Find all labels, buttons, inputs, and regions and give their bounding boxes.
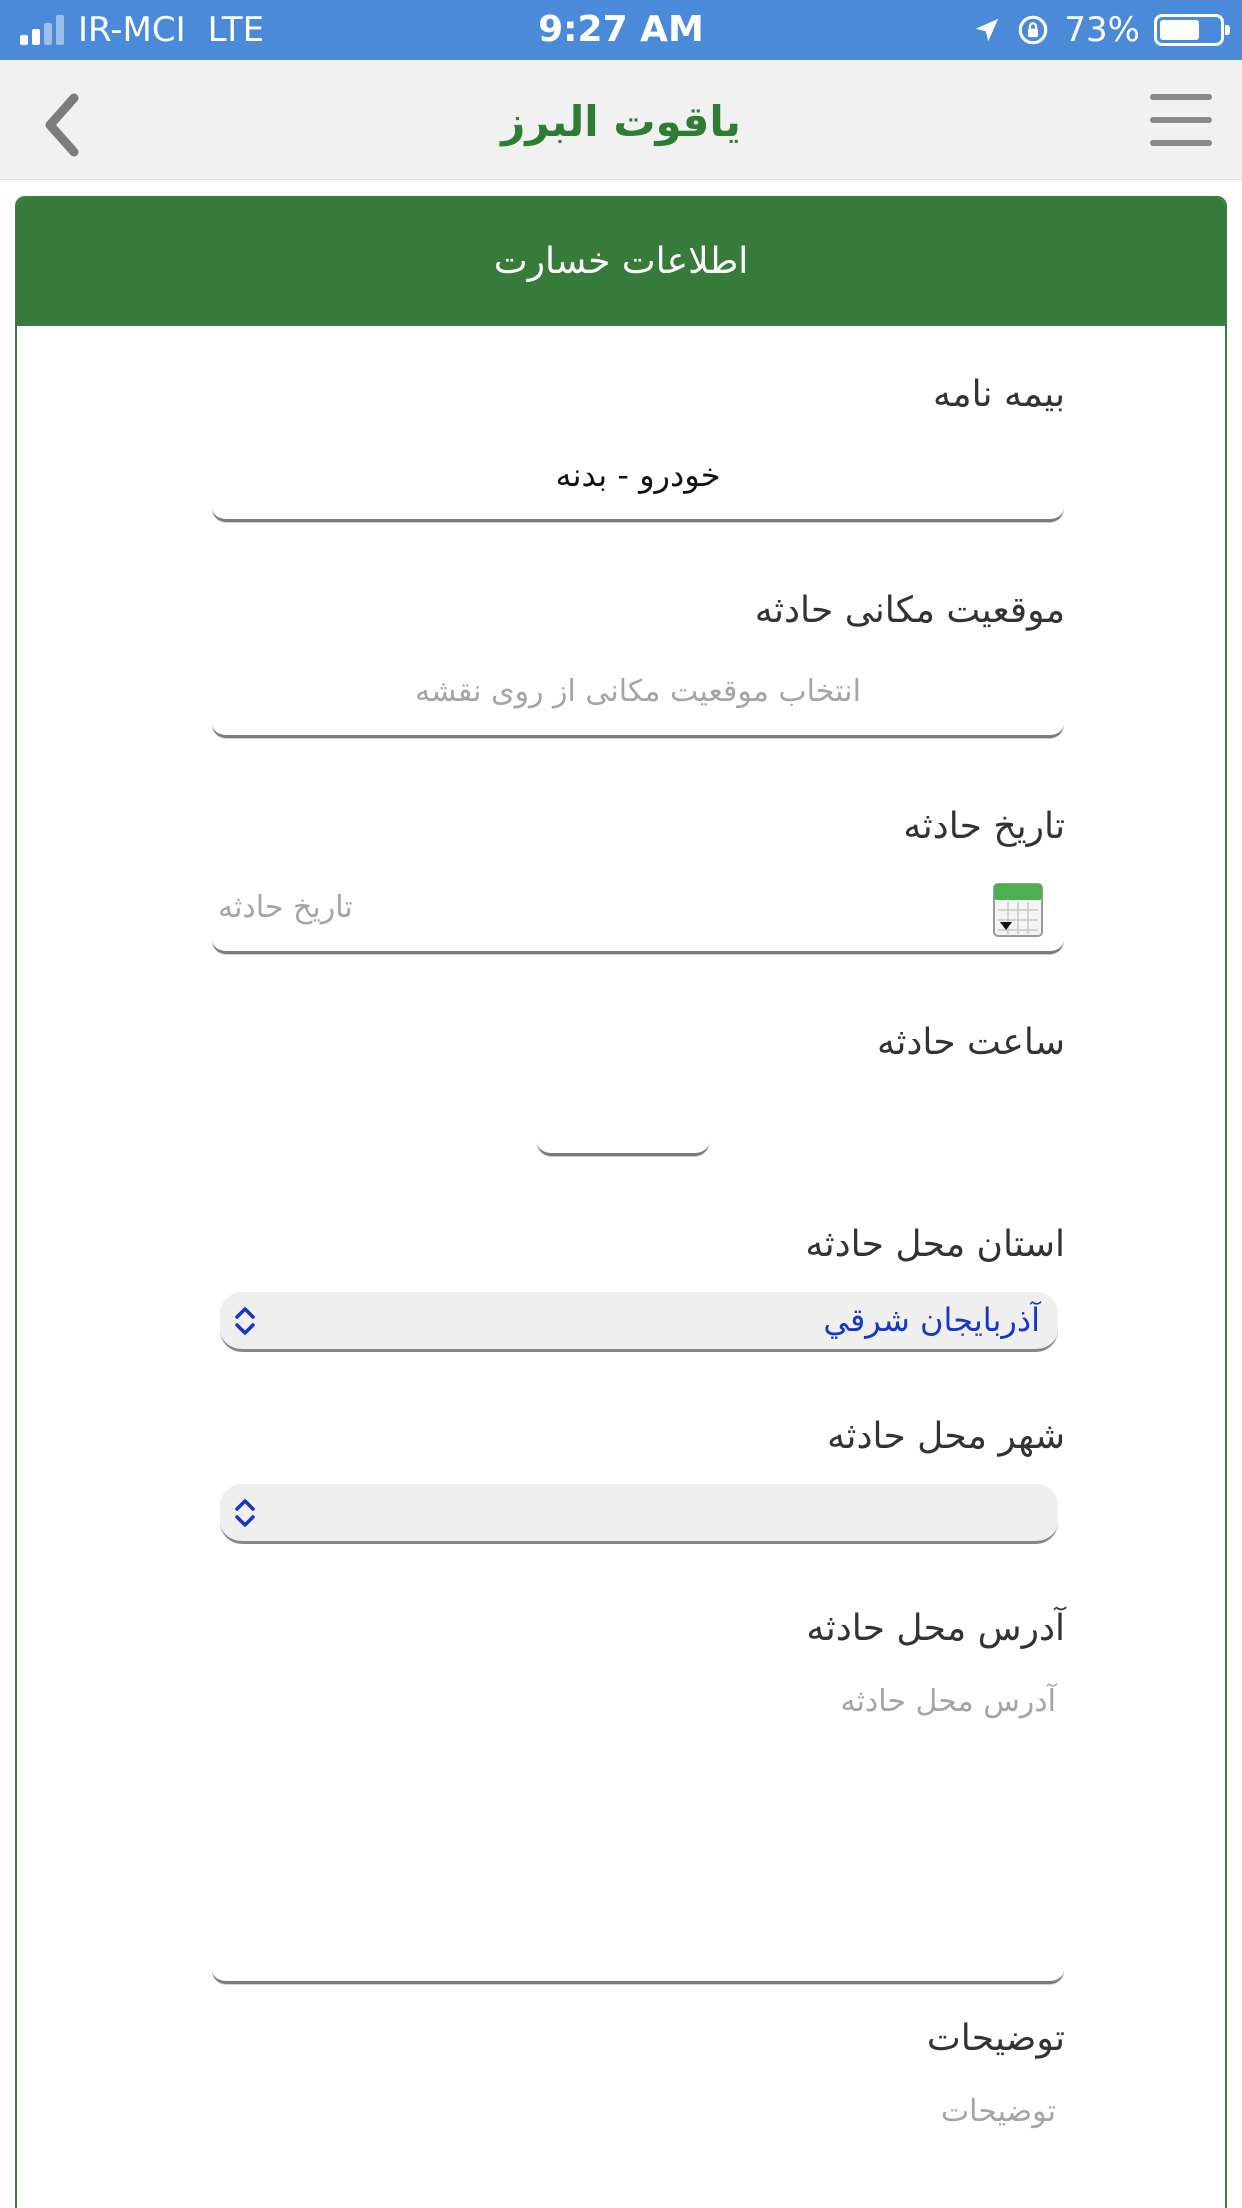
- battery-icon: [1154, 14, 1224, 46]
- network-label: LTE: [207, 10, 265, 50]
- clock: 9:27 AM: [538, 9, 704, 50]
- policy-label: بیمه نامه: [932, 374, 1065, 415]
- notes-label: توضیحات: [926, 2018, 1065, 2059]
- select-arrows-icon: [232, 1494, 258, 1532]
- address-placeholder: آدرس محل حادثه: [840, 1684, 1056, 1719]
- nav-bar: [0, 60, 1242, 180]
- policy-field[interactable]: [212, 434, 1064, 522]
- page-title: یاقوت البرز: [501, 97, 741, 146]
- date-placeholder: تاریخ حادثه: [218, 890, 353, 925]
- time-field[interactable]: [537, 1094, 709, 1156]
- city-label: شهر محل حادثه: [827, 1416, 1065, 1457]
- date-label: تاریخ حادثه: [903, 806, 1065, 847]
- hamburger-menu-icon[interactable]: [1150, 94, 1212, 146]
- notes-placeholder: توضیحات: [940, 2094, 1056, 2129]
- address-label: آدرس محل حادثه: [806, 1608, 1065, 1649]
- battery-percent: 73%: [1064, 10, 1140, 50]
- notes-textarea[interactable]: [212, 2078, 1064, 2208]
- select-arrows-icon: [232, 1302, 258, 1340]
- location-arrow-icon: [972, 15, 1002, 45]
- address-textarea[interactable]: [212, 1668, 1064, 1984]
- province-value: آذربایجان شرقي: [823, 1301, 1040, 1339]
- location-placeholder: انتخاب موقعیت مکانی از روی نقشه: [415, 674, 861, 709]
- date-field[interactable]: [212, 866, 1064, 954]
- location-field[interactable]: [212, 650, 1064, 738]
- rotation-lock-icon: [1016, 13, 1050, 47]
- carrier-label: IR-MCI: [78, 10, 186, 50]
- province-select[interactable]: [220, 1292, 1058, 1352]
- damage-info-card: [15, 196, 1227, 2208]
- city-select[interactable]: [220, 1484, 1058, 1544]
- province-label: استان محل حادثه: [805, 1224, 1065, 1265]
- location-label: موقعیت مکانی حادثه: [754, 590, 1065, 631]
- policy-value: خودرو - بدنه: [555, 456, 721, 494]
- time-label: ساعت حادثه: [877, 1022, 1065, 1063]
- calendar-icon[interactable]: [992, 882, 1044, 938]
- card-header: اطلاعات خسارت: [17, 198, 1225, 326]
- status-bar: [0, 0, 1242, 60]
